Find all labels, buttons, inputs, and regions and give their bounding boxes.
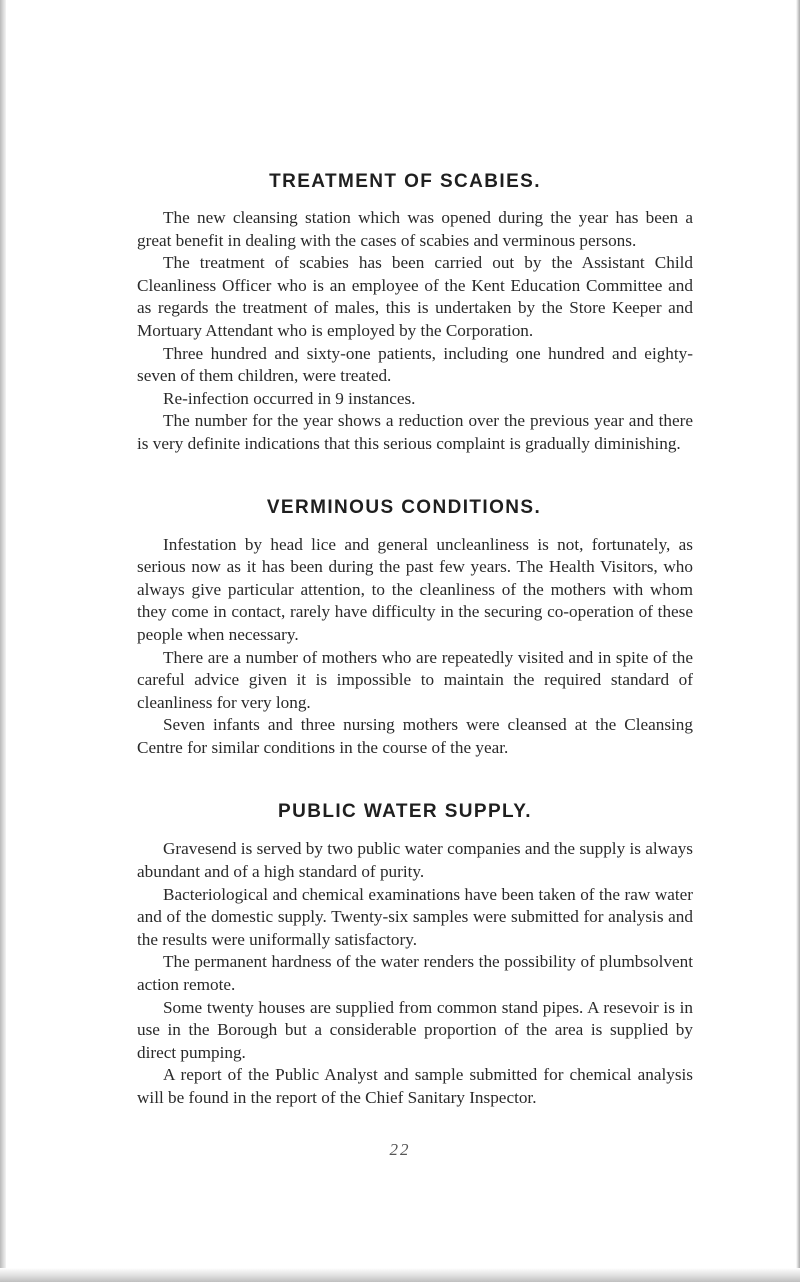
paragraph: Three hundred and sixty-one patients, including one hundred and eighty-seven of them children, were treated.	[137, 343, 693, 386]
paragraph: Gravesend is served by two public water companies and the supply is always abundant and of a high standard of purity.	[137, 839, 693, 882]
paragraph: Seven infants and three nursing mothers were cleansed at the Cleansing Centre for similar conditions in the course of the year.	[137, 715, 693, 757]
section-heading: PUBLIC WATER SUPPLY.	[278, 801, 532, 823]
section-heading: TREATMENT OF SCABIES.	[269, 171, 541, 192]
page-number: 22	[389, 1140, 411, 1159]
section-verminous-conditions	[137, 496, 693, 760]
paragraph: Bacteriological and chemical examinations have been taken of the raw water and of the domestic supply. Twenty-six samples were submitted for analysis and the results were uniformally satisfactory.	[137, 884, 693, 949]
paragraph: There are a number of mothers who are repeatedly visited and in spite of the careful advice given it is impossible to maintain the required standard of cleanliness for very long.	[137, 647, 693, 712]
page-right-edge	[796, 0, 800, 1282]
paragraph: The number for the year shows a reduction over the previous year and there is very definite indications that this serious complaint is gradually diminishing.	[137, 411, 693, 453]
paragraph: Infestation by head lice and general uncleanliness is not, fortunately, as serious now as it has been during the past few years. The Health Visitors, who always give particular attention, to the cleanliness of the mothers with whom they come in contact, rarely have difficulty in the securing co-operation of these people when necessary.	[137, 534, 693, 644]
section-heading: VERMINOUS CONDITIONS.	[266, 496, 542, 518]
section-treatment-of-scabies	[137, 170, 693, 456]
page-left-shadow	[0, 0, 6, 1282]
paragraph: The treatment of scabies has been carried out by the Assistant Child Cleanliness Officer who is an employee of the Kent Education Committee and as regards the treatment of males, this is undertaken by the Store Keeper and Mortuary Attendant who is employed by the Corporation.	[137, 253, 693, 340]
paragraph: A report of the Public Analyst and sample submitted for chemical analysis will be found in the report of the Chief Sanitary Inspector.	[137, 1065, 693, 1107]
page-bottom-shadow	[0, 1268, 800, 1282]
paragraph: Re-infection occurred in 9 instances.	[163, 388, 416, 408]
document-body	[137, 170, 693, 1110]
paragraph: The permanent hardness of the water renders the possibility of plumbsolvent action remote.	[137, 952, 693, 995]
paragraph: Some twenty houses are supplied from common stand pipes. A resevoir is in use in the Borough but a considerable proportion of the area is supplied by direct pumping.	[137, 997, 693, 1062]
paragraph: The new cleansing station which was opened during the year has been a great benefit in dealing with the cases of scabies and verminous persons.	[137, 208, 693, 250]
section-public-water-supply	[137, 800, 693, 1109]
